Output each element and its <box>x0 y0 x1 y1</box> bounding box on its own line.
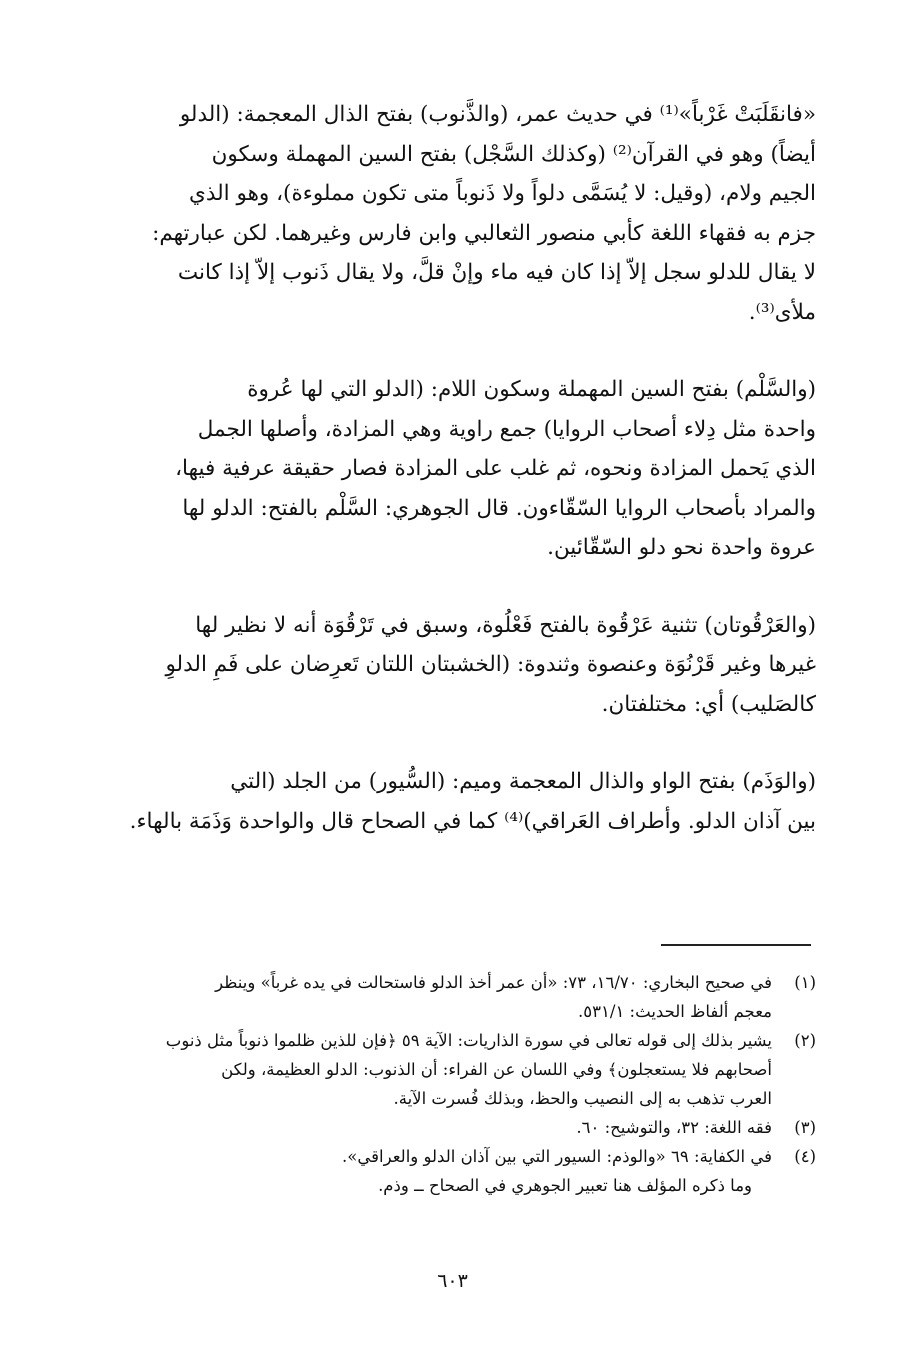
text-line: «فانقَلَبَتْ غَرْباً»⁽¹⁾ في حديث عمر، (والذَّنوب) بفتح الذال المعجمة: (الدلو <box>179 102 816 127</box>
paragraph-arquwatan <box>108 606 816 725</box>
footnote-line: أصحابهم فلا يستعجلون﴾ وفي اللسان عن الفراء: أن الذنوب: الدلو العظيمة، ولكن <box>221 1060 772 1079</box>
footnote-text <box>108 968 772 1026</box>
text-line: (والعَرْقُوتان) تثنية عَرْقُوة بالفتح فَعْلُوة، وسبق في تَرْقُوَة أنه لا نظير لها <box>195 612 816 638</box>
footnote-text <box>108 1142 772 1171</box>
footnote-3 <box>108 1113 816 1142</box>
paragraph-salm <box>108 370 816 568</box>
text-line: عروة واحدة نحو دلو السّقّائين. <box>547 535 816 560</box>
footnotes <box>108 968 816 1200</box>
text-line: كالصَليب) أي: مختلفتان. <box>601 691 816 717</box>
text-line: الجيم ولام، (وقيل: لا يُسَمَّى دلواً ولا ذَنوباً متى تكون مملوءة)، وهو الذي <box>188 181 816 206</box>
footnote-line: في الكفاية: ٦٩ «والوذم: السيور التي بين آذان الدلو والعراقي». <box>342 1147 772 1166</box>
text-line: واحدة مثل دِلاء أصحاب الروايا) جمع راوية وهي المزادة، وأصلها الجمل <box>197 416 816 442</box>
text-line: أيضاً) وهو في القرآن⁽²⁾ (وكذلك السَّجْل) بفتح السين المهملة وسكون <box>211 141 816 167</box>
footnote-line: العرب تذهب به إلى النصيب والحظ، وبذلك فُسرت الآية. <box>393 1089 772 1108</box>
footnote-continuation: وما ذكره المؤلف هنا تعبير الجوهري في الصحاح ــ وذم. <box>378 1176 752 1195</box>
page-number: ٦٠٣ <box>437 1270 468 1292</box>
text-line: (والسَّلْم) بفتح السين المهملة وسكون اللام: (الدلو التي لها عُروة <box>247 377 816 402</box>
footnote-text <box>108 1113 772 1142</box>
text-line: لا يقال للدلو سجل إلاّ إذا كان فيه ماء وإنْ قلَّ، ولا يقال ذَنوب إلاّ إذا كانت <box>177 260 816 285</box>
footnote-line: يشير بذلك إلى قوله تعالى في سورة الذاريات: الآية ٥٩ ﴿فإن للذين ظلموا ذنوباً مثل ذنوب <box>165 1031 772 1050</box>
text-line: (والوَذَم) بفتح الواو والذال المعجمة وميم: (السُّيور) من الجلد (التي <box>230 769 816 794</box>
paragraph-dalw <box>108 95 816 332</box>
footnote-number: (٤) <box>794 1147 816 1166</box>
text-line: بين آذان الدلو. وأطراف العَراقي)⁽⁴⁾ كما في الصحاح قال والواحدة وَذَمَة بالهاء. <box>129 808 816 834</box>
footnote-4 <box>108 1142 816 1171</box>
footnote-line: في صحيح البخاري: ١٦/٧٠، ٧٣: «أن عمر أخذ الدلو فاستحالت في يده غرباً» وينظر <box>215 973 772 992</box>
paragraph-wadham <box>108 762 816 841</box>
text-line: غيرها وغير قَرْنُوَة وعنصوة وثندوة: (الخشبتان اللتان تَعرِضان على فَمِ الدلوِ <box>165 652 816 677</box>
text-line: جزم به فقهاء اللغة كأبي منصور الثعالبي وابن فارس وغيرهما. لكن عبارتهم: <box>152 220 816 246</box>
text-line: الذي يَحمل المزادة ونحوه، ثم غلب على المزادة فصار حقيقة عرفية فيها، <box>175 456 816 481</box>
footnote-number: (٣) <box>794 1118 816 1137</box>
footnote-1 <box>108 968 816 1026</box>
footnote-text <box>108 1026 772 1113</box>
text-line: ملأى⁽³⁾. <box>748 299 816 325</box>
main-text <box>108 95 816 879</box>
text-line: والمراد بأصحاب الروايا السّقّاءون. قال الجوهري: السَّلْم بالفتح: الدلو لها <box>182 495 816 521</box>
footnote-separator <box>661 944 811 946</box>
footnote-number: (٢) <box>794 1031 816 1050</box>
footnote-line: معجم ألفاظ الحديث: ٥٣١/١. <box>578 1002 772 1021</box>
footnote-line: فقه اللغة: ٣٢، والتوشيح: ٦٠. <box>576 1118 772 1137</box>
footnote-number: (١) <box>794 973 816 992</box>
footnote-2 <box>108 1026 816 1113</box>
